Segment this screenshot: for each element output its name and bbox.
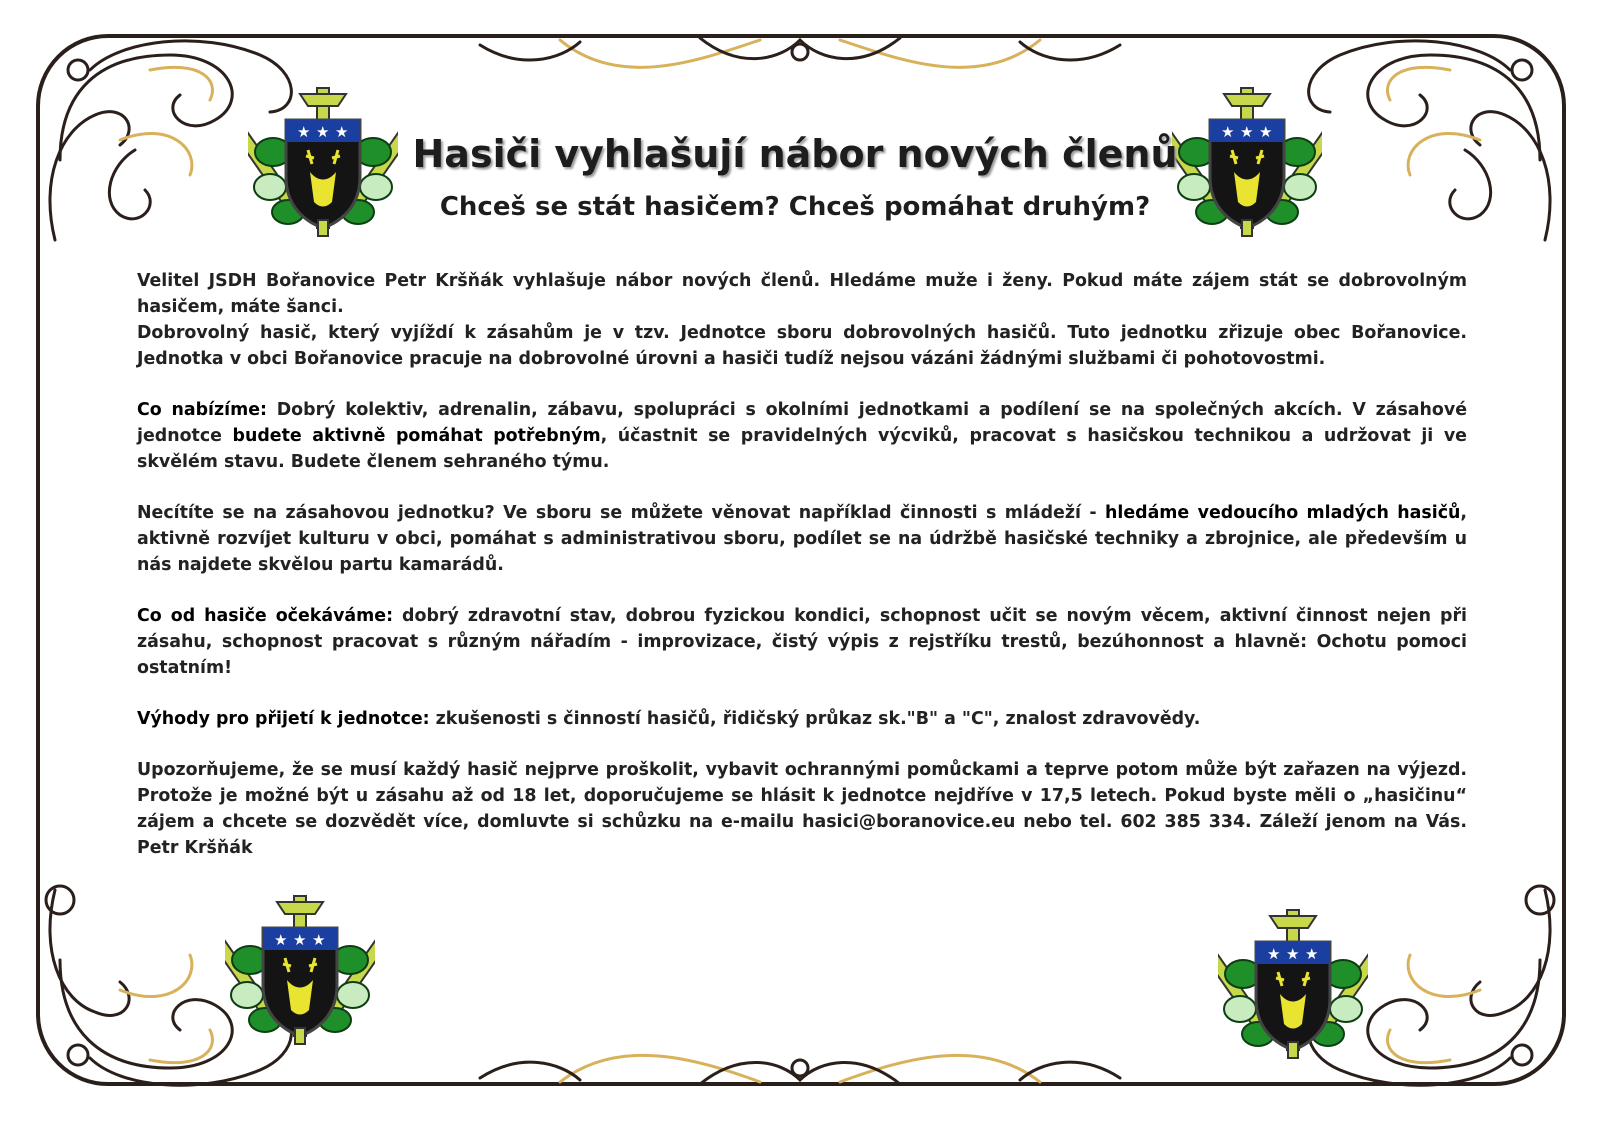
svg-text:★: ★ bbox=[1240, 123, 1254, 141]
svg-text:★: ★ bbox=[335, 123, 349, 141]
benefits-paragraph bbox=[137, 706, 1467, 732]
expect-paragraph bbox=[137, 603, 1467, 681]
emblem-top-left bbox=[248, 82, 398, 242]
gold-flourish-bottom-left bbox=[120, 955, 213, 1063]
other-highlight: hledáme vedoucího mladých hasičů bbox=[1104, 503, 1461, 523]
expect-text: dobrý zdravotní stav, dobrou fyzickou kondici, schopnost učit se novým věcem, aktivní činnost nejen při zásahu, schopnost pracovat s různým nářadím - improvizace, čistý výpis z rejstříku trestů, bezúhonnost a hlavně: Ochotu pomoci ostatním! bbox=[137, 606, 1467, 678]
emblem-bottom-right bbox=[1218, 904, 1368, 1064]
notice-paragraph: Upozorňujeme, že se musí každý hasič nejprve proškolit, vybavit ochrannými pomůckami a teprve potom může být zařazen na výjezd. Protože je možné být u zásahu až od 18 let, doporučujeme se hlásit k jednotce nejdříve v 17,5 letech. Pokud byste měli o „hasičinu“ zájem a chcete se dozvědět více, domluvte si schůzku na e-mailu hasici@boranovice.eu nebo tel. 602 385 334. Záleží jenom na Vás. Petr Kršňák bbox=[137, 760, 1467, 858]
intro-paragraph-1: Velitel JSDH Bořanovice Petr Kršňák vyhlašuje nábor nových členů. Hledáme muže i ženy. Pokud máte zájem stát se dobrovolným hasičem, máte šanci. bbox=[137, 271, 1467, 317]
svg-text:★: ★ bbox=[1259, 123, 1273, 141]
other-text-2: , aktivně rozvíjet kulturu v obci, pomáhat s administrativou sboru, podílet se na údržbě hasičské techniky a zbrojnice, ale především u nás najdete skvělou partu kamarádů. bbox=[137, 503, 1467, 575]
offer-text-2: , účastnit se pravidelných výcviků, pracovat s hasičskou technikou a udržovat ji ve skvělém stavu. Budete členem sehraného týmu. bbox=[137, 426, 1467, 472]
svg-text:★: ★ bbox=[293, 931, 307, 949]
intro-paragraph-2: Dobrovolný hasič, který vyjíždí k zásahům je v tzv. Jednotce sboru dobrovolných hasičů. Tuto jednotku zřizuje obec Bořanovice. Jednotka v obci Bořanovice pracuje na dobrovolné úrovni a hasiči tudíž nejsou vázáni žádnými službami či pohotovostmi. bbox=[137, 323, 1467, 369]
firefighter-coat-of-arms-icon bbox=[248, 82, 398, 242]
flourish-top-right bbox=[1309, 41, 1550, 240]
poster-title: Hasiči vyhlašují nábor nových členů bbox=[412, 132, 1178, 176]
offer-highlight: budete aktivně pomáhat potřebným bbox=[232, 426, 601, 446]
offer-paragraph bbox=[137, 397, 1467, 475]
firefighter-coat-of-arms-icon bbox=[225, 890, 375, 1050]
expect-label: Co od hasiče očekáváme: bbox=[137, 606, 394, 626]
gold-flourish-top-right bbox=[1388, 67, 1481, 175]
svg-text:★: ★ bbox=[1221, 123, 1235, 141]
benefits-text: zkušenosti s činností hasičů, řidičský průkaz sk."B" a "C", znalost zdravovědy. bbox=[429, 709, 1201, 729]
offer-label: Co nabízíme: bbox=[137, 400, 267, 420]
poster-body bbox=[137, 268, 1467, 861]
svg-text:★: ★ bbox=[316, 123, 330, 141]
offer-text-1: Dobrý kolektiv, adrenalin, zábavu, spolupráci s okolními jednotkami a podílení se na společných akcích. V zásahové jednotce bbox=[137, 400, 1467, 446]
flourish-bottom-center bbox=[480, 1055, 1120, 1084]
firefighter-coat-of-arms-icon bbox=[1218, 904, 1368, 1064]
svg-text:★: ★ bbox=[297, 123, 311, 141]
gold-flourish-top-left bbox=[120, 67, 213, 175]
svg-text:★: ★ bbox=[1305, 945, 1319, 963]
poster-subtitle: Chceš se stát hasičem? Chceš pomáhat druhým? bbox=[439, 192, 1151, 222]
benefits-label: Výhody pro přijetí k jednotce: bbox=[137, 709, 430, 729]
svg-text:★: ★ bbox=[312, 931, 326, 949]
svg-text:★: ★ bbox=[274, 931, 288, 949]
flourish-top-center bbox=[480, 38, 1120, 67]
emblem-bottom-left bbox=[225, 890, 375, 1050]
svg-text:★: ★ bbox=[1267, 945, 1281, 963]
other-text-1: Necítíte se na zásahovou jednotku? Ve sboru se můžete věnovat například činnosti s mládeží - bbox=[137, 503, 1105, 523]
svg-text:★: ★ bbox=[1286, 945, 1300, 963]
gold-flourish-bottom-right bbox=[1388, 955, 1481, 1063]
other-paragraph bbox=[137, 500, 1467, 578]
